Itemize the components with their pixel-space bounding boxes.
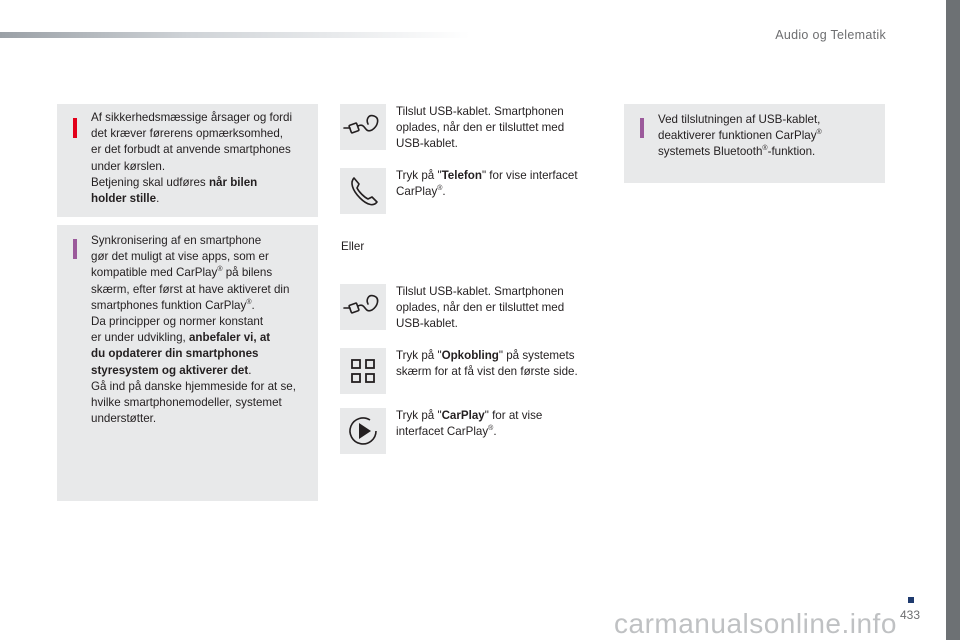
- step-text: Tilslut USB-kablet. Smartphonen oplades, når den er tilsluttet med USB-kablet.: [396, 285, 565, 331]
- warning-text: Af sikkerhedsmæssige årsager og fordi det kræver førerens opmærksomhed, er det forbudt at anvende smartphones under kørslen. Betjening skal udføres når bilen holder stille.: [91, 111, 293, 206]
- carplay-play-icon: [340, 408, 386, 454]
- section-title: Audio og Telematik: [775, 28, 886, 42]
- warning-box: [57, 104, 318, 217]
- step-text: Tilslut USB-kablet. Smartphonen oplades, når den er tilsluttet med USB-kablet.: [396, 105, 565, 151]
- step-text: Tryk på "Opkobling" på systemets skærm for at få vist den første side.: [396, 349, 578, 379]
- warning-mark-icon: [73, 118, 77, 138]
- watermark: carmanualsonline.info: [614, 608, 897, 639]
- info-text: Synkronisering af en smartphone gør det muligt at vise apps, som er kompatible med CarPlay® på bilens skærm, efter først at have aktiveret din smartphones funktion CarPlay®. Da principper og normer konstant er under udvikling, anbefaler vi, at du opdaterer din smartphones styresystem og aktiverer det. Gå ind på danske hjemmeside for at se, hvilke smartphonemodeller, systemet understøtter.: [91, 234, 296, 426]
- phone-handset-icon: [340, 168, 386, 214]
- grid-connect-icon: [340, 348, 386, 394]
- info-box-synchronisation: [57, 225, 318, 501]
- usb-cable-icon: [340, 284, 386, 330]
- info-text: Ved tilslutningen af USB-kablet, deaktiverer funktionen CarPlay® systemets Bluetooth®-funktion.: [658, 113, 822, 159]
- header-rule: [0, 32, 470, 38]
- page-edge-strip: [946, 0, 960, 640]
- info-mark-icon: [73, 239, 77, 259]
- page-marker: [908, 597, 914, 603]
- step-text: Tryk på "CarPlay" for at vise interfacet CarPlay®.: [396, 409, 543, 439]
- usb-cable-icon: [340, 104, 386, 150]
- or-label: Eller: [341, 240, 365, 253]
- step-text: Tryk på "Telefon" for vise interfacet CarPlay®.: [396, 169, 578, 199]
- info-mark-icon: [640, 118, 644, 138]
- page-number: 433: [899, 608, 920, 622]
- info-box-bluetooth: [624, 104, 885, 183]
